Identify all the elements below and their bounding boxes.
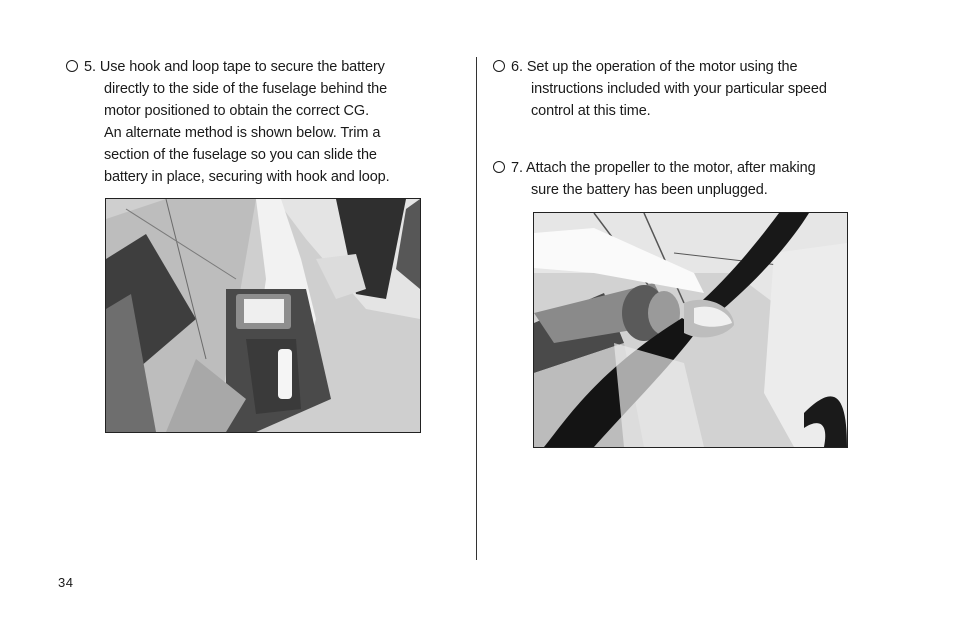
- step-7-instructions: [493, 157, 816, 201]
- column-divider: [476, 57, 477, 560]
- step-5-line-3: motor positioned to obtain the correct CG.: [104, 103, 369, 119]
- step-7-line-2: sure the battery has been unplugged.: [531, 182, 768, 198]
- step-7-line-1: Attach the propeller to the motor, after making: [526, 160, 816, 176]
- step-5-line-6: battery in place, securing with hook and loop.: [104, 169, 390, 185]
- step-6-line-1: Set up the operation of the motor using the: [526, 59, 798, 75]
- step-5-line-1: Use hook and loop tape to secure the battery: [99, 59, 385, 75]
- step-7-number: 7.: [511, 160, 523, 176]
- step-5-number: 5.: [84, 59, 96, 75]
- battery-installation-photo: [105, 198, 421, 433]
- step-5-line-5: section of the fuselage so you can slide the: [104, 147, 377, 163]
- propeller-photo-illustration: [534, 213, 847, 447]
- step-7-first-line: [493, 157, 816, 179]
- step-5-instructions: [66, 56, 390, 188]
- step-6-instructions: [493, 56, 827, 122]
- battery-photo-illustration: [106, 199, 420, 432]
- step-5-line-4: An alternate method is shown below. Trim a: [104, 125, 381, 141]
- page-number: 34: [58, 575, 74, 590]
- step-7-checkbox-icon[interactable]: [493, 161, 505, 173]
- step-6-first-line: [493, 56, 827, 78]
- step-6-checkbox-icon[interactable]: [493, 60, 505, 72]
- step-6-number: 6.: [511, 59, 523, 75]
- step-5-first-line: [66, 56, 390, 78]
- propeller-installation-photo: [533, 212, 848, 448]
- step-6-line-2: instructions included with your particular speed: [531, 81, 827, 97]
- step-5-line-2: directly to the side of the fuselage behind the: [104, 81, 388, 97]
- step-6-line-3: control at this time.: [531, 103, 651, 119]
- step-5-checkbox-icon[interactable]: [66, 60, 78, 72]
